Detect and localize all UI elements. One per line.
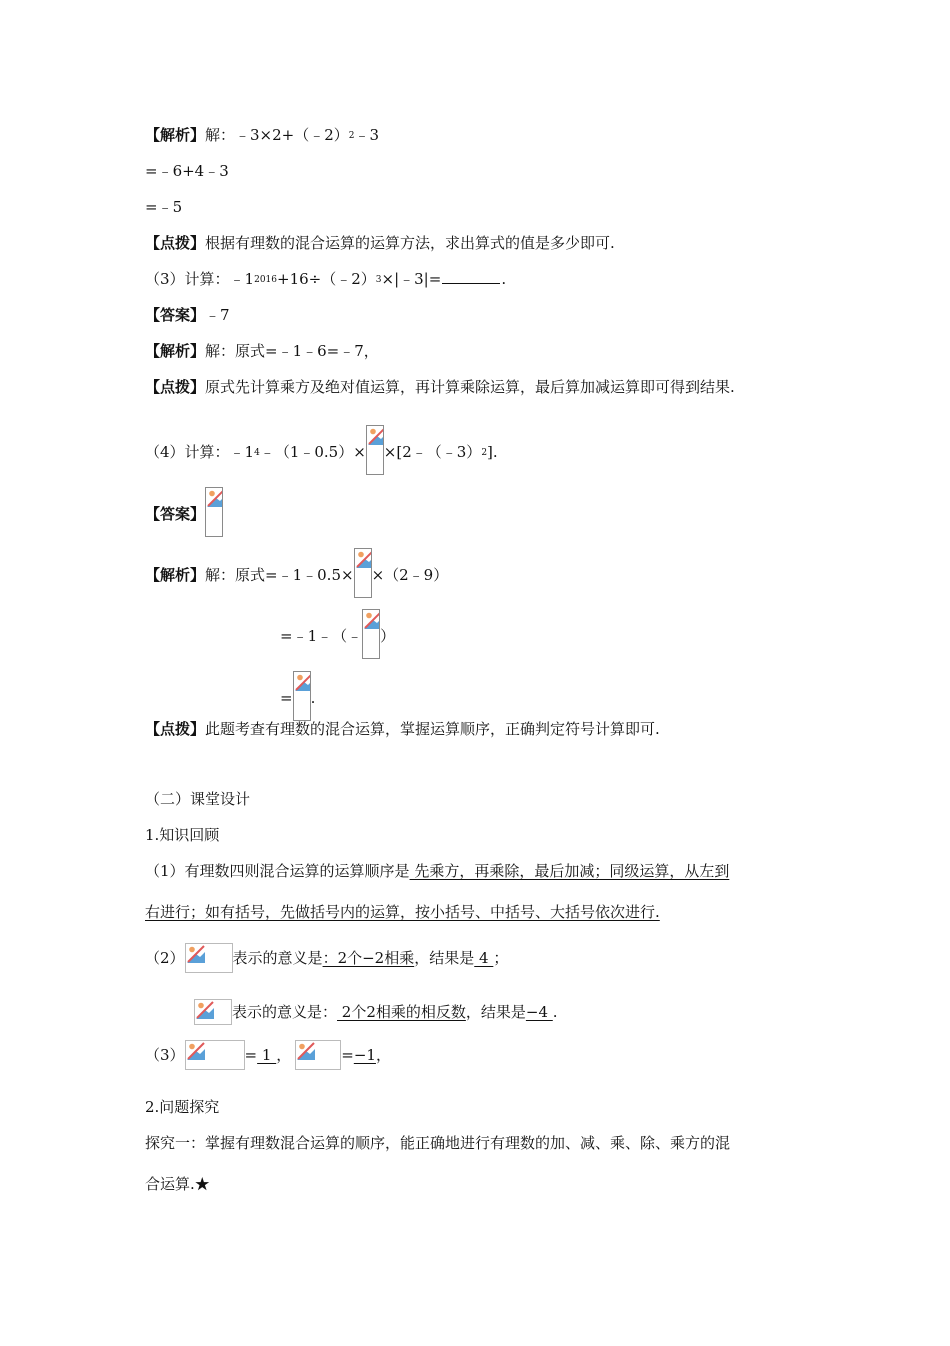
review-text: ，结果是 xyxy=(414,949,475,967)
exponent: 4 xyxy=(254,448,260,458)
question-4-end: ]. xyxy=(487,443,498,461)
question-4-mid: ﹣（1﹣0.5）× xyxy=(259,443,366,461)
analysis-text: 解：﹣3×2+（﹣2） xyxy=(205,126,349,144)
question-4-tail: ×[2﹣（﹣3） xyxy=(383,443,482,461)
review-answer: 右进行；如有括号，先做括号内的运算，按小括号、中括号、大括号依次进行. xyxy=(145,903,660,921)
answer-tag: 【答案】 xyxy=(145,306,206,324)
broken-image-icon xyxy=(205,487,223,537)
analysis-text: 解：原式=﹣1﹣6=﹣7， xyxy=(205,342,379,360)
review-text: 表示的意义是 xyxy=(232,949,323,967)
step-text-tail: ） xyxy=(380,627,396,645)
answer-line-1 xyxy=(145,305,230,325)
review-text: （2） xyxy=(145,949,185,967)
broken-image-icon xyxy=(366,425,384,475)
question-3-end: . xyxy=(501,270,507,288)
analysis-text: 解：原式=﹣1﹣0.5× xyxy=(205,566,354,584)
review-text: = xyxy=(244,1046,258,1064)
analysis-text-tail: ﹣3 xyxy=(354,126,380,144)
tip-text: 根据有理数的混合运算的运算方法，求出算式的值是多少即可. xyxy=(205,234,615,252)
review-text: ， xyxy=(375,1046,391,1064)
subsection-heading: 2.问题探究 xyxy=(145,1098,220,1116)
tip-line-2 xyxy=(145,377,735,397)
review-line-3 xyxy=(145,943,508,973)
tip-tag: 【点拨】 xyxy=(145,378,206,396)
tip-text: 此题考查有理数的混合运算，掌握运算顺序，正确判定符号计算即可. xyxy=(205,720,660,738)
review-answer: ：2个−2相乘 xyxy=(322,949,415,967)
step-text: =﹣1﹣（﹣ xyxy=(280,627,363,645)
analysis-text-tail: ×（2﹣9） xyxy=(371,566,449,584)
review-text: ； xyxy=(493,949,509,967)
broken-image-icon xyxy=(362,609,380,659)
tip-line-3 xyxy=(145,719,660,739)
answer-text: ﹣7 xyxy=(205,306,230,324)
question-4-pre: （4）计算：﹣1 xyxy=(145,443,255,461)
step-line-13 xyxy=(280,671,315,721)
tip-line-1 xyxy=(145,233,615,253)
question-3-pre: （3）计算：﹣1 xyxy=(145,270,255,288)
exponent: 2 xyxy=(348,131,355,141)
tip-tag: 【点拨】 xyxy=(145,234,206,252)
step-text-tail: . xyxy=(310,689,316,707)
subsection-heading: 1.知识回顾 xyxy=(145,826,220,844)
question-3-line xyxy=(145,269,506,292)
analysis-tag: 【解析】 xyxy=(145,126,206,144)
step-text: = xyxy=(280,689,293,707)
review-text: 表示的意义是： xyxy=(232,1003,338,1021)
review-text: （1）有理数四则混合运算的运算顺序是 xyxy=(145,862,410,880)
explore-line-2: 合运算.★ xyxy=(145,1175,210,1193)
review-line-1 xyxy=(145,861,729,881)
review-answer: 1 xyxy=(257,1046,277,1064)
review-line-4 xyxy=(194,999,558,1025)
question-3-tail: ×|﹣3|= xyxy=(381,270,442,288)
broken-image-icon xyxy=(185,1040,245,1070)
broken-image-icon xyxy=(185,943,233,973)
answer-tag: 【答案】 xyxy=(145,505,206,523)
review-answer: 4 xyxy=(474,949,494,967)
review-answer: 先乘方，再乘除，最后加减；同级运算，从左到 xyxy=(409,862,730,880)
step-line-12 xyxy=(280,609,395,659)
broken-image-icon xyxy=(354,548,372,598)
question-4-line xyxy=(145,425,498,475)
tip-tag: 【点拨】 xyxy=(145,720,206,738)
exponent: 2 xyxy=(481,448,488,458)
review-text: ， xyxy=(276,1046,292,1064)
explore-line-1: 探究一：掌握有理数混合运算的顺序，能正确地进行有理数的加、减、乘、除、乘方的混 xyxy=(145,1134,731,1152)
review-text: = xyxy=(341,1046,354,1064)
review-answer: 2个2相乘的相反数 xyxy=(337,1003,466,1021)
review-text: . xyxy=(552,1003,558,1021)
step-line-2: =﹣6+4﹣3 xyxy=(145,162,229,180)
analysis-line-2 xyxy=(145,341,379,361)
analysis-tag: 【解析】 xyxy=(145,342,206,360)
review-answer: −4 xyxy=(525,1003,553,1021)
review-text: ，结果是 xyxy=(465,1003,526,1021)
question-3-mid: +16÷（﹣2） xyxy=(277,270,376,288)
review-line-2 xyxy=(145,902,660,922)
broken-image-icon xyxy=(295,1040,341,1070)
step-line-3: =﹣5 xyxy=(145,198,183,216)
broken-image-icon xyxy=(293,671,311,721)
review-answer: −1 xyxy=(353,1046,376,1064)
section-heading: （二）课堂设计 xyxy=(145,790,251,808)
review-text: （3） xyxy=(145,1046,185,1064)
analysis-tag: 【解析】 xyxy=(145,566,206,584)
broken-image-icon xyxy=(194,999,232,1025)
analysis-line-3 xyxy=(145,548,448,598)
exponent: 2016 xyxy=(254,275,277,285)
review-line-5 xyxy=(145,1040,391,1070)
tip-text: 原式先计算乘方及绝对值运算，再计算乘除运算，最后算加减运算即可得到结果. xyxy=(205,378,735,396)
analysis-line-1 xyxy=(145,125,379,148)
exponent: 3 xyxy=(375,275,382,285)
answer-blank xyxy=(442,269,500,284)
answer-line-2 xyxy=(145,487,223,537)
